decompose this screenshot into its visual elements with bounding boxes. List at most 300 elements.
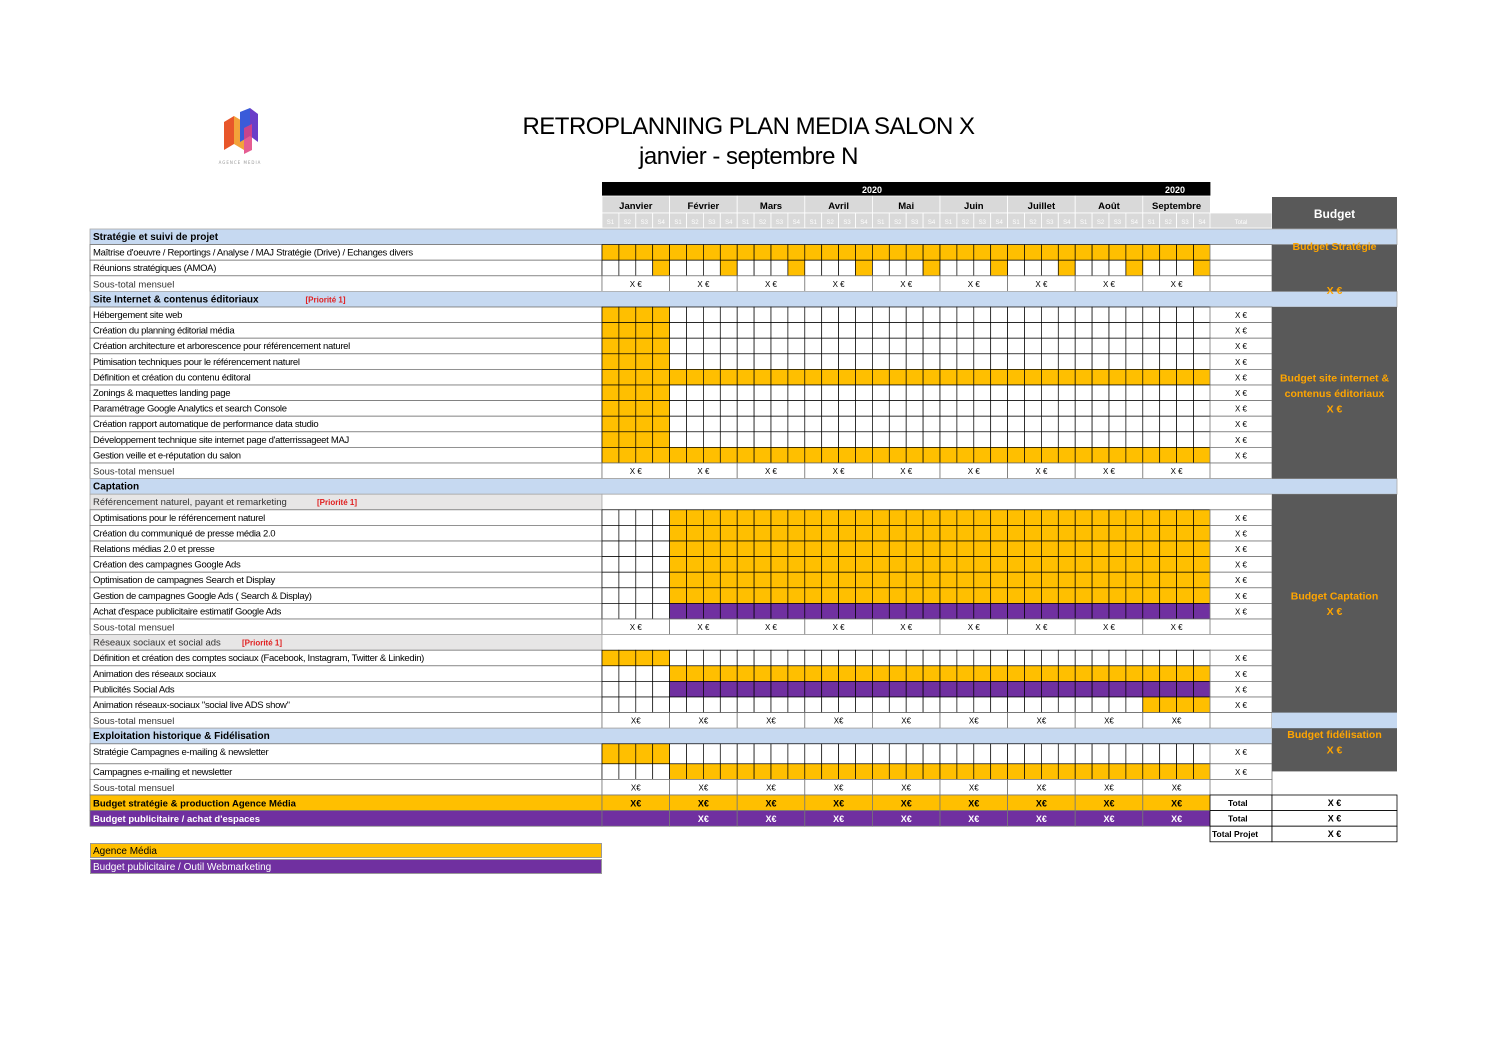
week-cell [805,338,822,354]
week-cell [906,666,923,682]
week-cell [754,764,771,780]
week-cell [670,432,687,448]
week-cell [940,447,957,463]
subtotal-value: X € [1035,279,1048,289]
title-text: RETROPLANNING PLAN MEDIA SALON X [522,113,975,140]
week-cell [1177,588,1194,604]
week-cell [974,681,991,697]
week-cell [1126,416,1143,432]
week-cell [670,447,687,463]
week-cell [1058,681,1075,697]
week-cell [636,447,653,463]
task-label: Optimisations pour le référencement naturel [93,512,265,524]
week-cell [602,764,619,780]
week-cell [1109,260,1126,276]
week-cell [1126,744,1143,764]
week-cell [839,572,856,588]
week-cell [1177,697,1194,713]
week-cell [1143,307,1160,323]
week-cell [805,603,822,619]
month-label: Mai [898,201,915,212]
week-cell [720,245,737,261]
week-cell [940,681,957,697]
week-cell [788,541,805,557]
week-cell [1109,744,1126,764]
week-cell [602,588,619,604]
week-cell [1058,432,1075,448]
week-cell [974,385,991,401]
week-cell [1177,432,1194,448]
week-cell [636,385,653,401]
week-cell [1109,354,1126,370]
week-cell [771,744,788,764]
subtotal-value: X € [967,467,980,476]
week-cell [737,588,754,604]
week-cell [940,323,957,339]
task-total-value: X € [1234,685,1248,695]
week-cell [805,447,822,463]
week-cell [1008,416,1025,432]
week-cell [872,572,889,588]
week-cell [1041,681,1058,697]
week-cell [1160,401,1177,417]
week-cell [737,260,754,276]
week-cell [1025,557,1042,573]
week-label: S1 [1147,220,1155,226]
week-cell [1160,603,1177,619]
week-cell [822,416,839,432]
week-cell [703,541,720,557]
week-cell [1092,603,1109,619]
week-cell [940,603,957,619]
week-cell [670,401,687,417]
week-cell [1194,572,1211,588]
week-cell [619,307,636,323]
budget-month-value: X€ [1103,798,1115,809]
week-cell [754,572,771,588]
week-cell [974,650,991,666]
week-cell [1075,744,1092,764]
week-cell [670,650,687,666]
budget-block-line: Budget Stratégie [1292,241,1377,253]
budget-month-value: X€ [630,798,642,809]
week-cell [703,432,720,448]
week-cell [1008,588,1025,604]
week-cell [974,557,991,573]
week-cell [822,369,839,385]
week-label: S4 [860,220,868,226]
week-cell [720,323,737,339]
week-cell [1075,541,1092,557]
week-cell [754,588,771,604]
week-cell [974,525,991,541]
week-cell [856,525,873,541]
week-cell [822,744,839,764]
subtotal-value: X € [764,623,778,632]
week-cell [991,307,1008,323]
week-cell [991,681,1008,697]
week-cell [687,697,704,713]
week-cell [1092,385,1109,401]
week-cell [703,510,720,526]
month-label: Juin [964,201,984,212]
budget-block-line: Budget site internet & [1279,372,1390,385]
week-cell [1025,572,1042,588]
week-cell [1008,572,1025,588]
week-cell [1177,338,1194,354]
week-cell [1075,416,1092,432]
task-total-value: X € [1234,326,1248,336]
week-cell [889,385,906,401]
week-cell [1092,338,1109,354]
week-cell [923,385,940,401]
week-cell [940,588,957,604]
week-cell [687,681,704,697]
week-cell [1092,666,1109,682]
week-cell [957,541,974,557]
task-label: Gestion veille et e-réputation du salon [93,450,241,462]
week-cell [771,245,788,261]
week-cell [940,666,957,682]
week-cell [805,354,822,370]
week-cell [1194,744,1211,764]
week-cell [1126,666,1143,682]
week-cell [822,588,839,604]
month-label: Août [1098,201,1120,212]
week-cell [1160,666,1177,682]
week-label: S1 [606,220,615,226]
budget-month-value: X€ [697,814,709,825]
week-cell [1143,697,1160,713]
week-label: S3 [640,220,648,226]
week-cell [1143,354,1160,370]
week-label: S4 [1130,220,1139,226]
week-cell [940,650,957,666]
week-cell [720,338,737,354]
week-cell [856,447,873,463]
week-cell [1109,401,1126,417]
task-total-value: X € [1234,357,1248,367]
week-cell [619,681,636,697]
week-cell [1092,697,1109,713]
week-cell [839,588,856,604]
week-cell [1058,354,1075,370]
week-cell [822,260,839,276]
week-cell [653,650,670,666]
week-cell [670,245,687,261]
week-cell [653,541,670,557]
week-cell [1177,681,1194,697]
week-cell [991,338,1008,354]
week-cell [1025,323,1042,339]
week-cell [636,354,653,370]
week-cell [1177,650,1194,666]
week-cell [1160,338,1177,354]
week-label: S1 [944,220,953,226]
week-cell [1143,681,1160,697]
week-cell [805,697,822,713]
week-cell [737,245,754,261]
week-cell [856,764,873,780]
task-label: Optimisation de campagnes Search et Display [93,575,275,587]
week-cell [737,744,754,764]
week-cell [1177,557,1194,573]
week-cell [889,260,906,276]
week-cell [1041,525,1058,541]
priority-label: [Priorité 1] [242,638,283,648]
week-cell [1025,697,1042,713]
week-cell [856,666,873,682]
week-cell [923,323,940,339]
week-label: S2 [1096,220,1105,226]
week-cell [957,245,974,261]
week-cell [1092,354,1109,370]
week-cell [974,510,991,526]
week-cell [1177,603,1194,619]
week-cell [856,307,873,323]
week-label: S1 [809,220,817,226]
week-cell [619,764,636,780]
week-cell [1075,432,1092,448]
section-label: Site Internet & contenus éditoriaux [93,294,259,306]
week-label: S1 [741,220,750,226]
week-cell [889,416,906,432]
week-cell [839,764,856,780]
week-cell [906,354,923,370]
week-cell [771,354,788,370]
week-cell [872,764,889,780]
week-cell [1058,588,1075,604]
week-cell [653,401,670,417]
week-cell [889,401,906,417]
week-cell [619,572,636,588]
week-cell [923,681,940,697]
week-cell [974,416,991,432]
subtotal-value: X€ [901,783,912,793]
week-cell [1008,697,1025,713]
week-cell [1109,338,1126,354]
week-cell [856,416,873,432]
week-cell [1075,650,1092,666]
week-cell [1041,603,1058,619]
task-total-value: X € [1234,607,1248,617]
week-cell [872,432,889,448]
week-cell [1092,323,1109,339]
week-cell [602,323,619,339]
week-cell [822,323,839,339]
section-label: Stratégie et suivi de projet [93,232,219,243]
week-cell [856,385,873,401]
week-cell [805,369,822,385]
week-cell [1143,338,1160,354]
week-cell [771,432,788,448]
task-label: Animation des réseaux sociaux [93,668,216,680]
subtotal-value: X € [1170,623,1183,632]
week-cell [1109,307,1126,323]
svg-text:AGENCE MEDIA: AGENCE MEDIA [218,160,262,165]
week-cell [957,744,974,764]
week-cell [602,603,619,619]
week-cell [1058,260,1075,276]
week-cell [1025,744,1042,764]
week-cell [1126,432,1143,448]
week-cell [771,557,788,573]
week-cell [1041,354,1058,370]
week-label: S2 [961,220,970,226]
week-cell [720,525,737,541]
task-label: Campagnes e-mailing et newsletter [93,766,233,778]
week-cell [1160,744,1177,764]
week-cell [923,588,940,604]
task-label: Développement technique site internet page d'atterrissageet MAJ [93,434,349,446]
week-cell [602,557,619,573]
week-cell [1160,323,1177,339]
week-cell [839,525,856,541]
subtotal-total-cell [1210,779,1272,795]
task-label: Création architecture et arborescence pour référencement naturel [93,341,350,353]
week-cell [1041,245,1058,261]
week-cell [839,603,856,619]
week-cell [1041,323,1058,339]
week-cell [670,541,687,557]
week-cell [1058,603,1075,619]
week-label: S3 [1181,220,1189,226]
week-cell [923,572,940,588]
week-cell [1041,510,1058,526]
week-cell [1058,323,1075,339]
week-cell [1041,307,1058,323]
week-cell [872,666,889,682]
week-cell [923,557,940,573]
week-cell [1041,338,1058,354]
week-cell [619,401,636,417]
week-cell [923,245,940,261]
budget-row-label: Budget stratégie & production Agence Média [93,798,296,810]
week-cell [805,245,822,261]
week-cell [653,432,670,448]
week-label: S2 [1164,220,1172,226]
week-cell [940,401,957,417]
week-cell [619,510,636,526]
budget-block-line: Budget Captation [1290,590,1379,603]
week-cell [703,401,720,417]
week-cell [687,764,704,780]
week-cell [703,557,720,573]
week-cell [923,666,940,682]
week-cell [822,338,839,354]
week-cell [872,401,889,417]
week-cell [687,541,704,557]
week-cell [822,401,839,417]
week-cell [788,744,805,764]
task-label: Création rapport automatique de performance data studio [93,419,319,431]
week-cell [872,354,889,370]
week-cell [1008,245,1025,261]
week-cell [1160,510,1177,526]
week-cell [991,603,1008,619]
subsection-grid [602,494,1272,510]
week-cell [957,354,974,370]
week-cell [1160,764,1177,780]
week-cell [720,744,737,764]
week-cell [1058,385,1075,401]
week-cell [636,369,653,385]
week-cell [703,323,720,339]
week-cell [1041,541,1058,557]
week-cell [991,432,1008,448]
week-cell [889,323,906,339]
week-cell [1109,369,1126,385]
week-cell [703,744,720,764]
week-cell [619,603,636,619]
week-cell [1109,650,1126,666]
week-cell [1143,666,1160,682]
week-cell [771,764,788,780]
week-cell [839,260,856,276]
week-cell [1058,447,1075,463]
week-cell [1041,764,1058,780]
week-cell [720,764,737,780]
week-label: S2 [758,220,767,226]
week-cell [822,432,839,448]
week-cell [872,588,889,604]
week-cell [856,401,873,417]
week-cell [1109,572,1126,588]
week-cell [720,369,737,385]
week-cell [889,588,906,604]
week-cell [957,525,974,541]
week-cell [602,744,619,764]
week-cell [1025,764,1042,780]
week-cell [1041,697,1058,713]
budget-month-value: X€ [833,798,845,809]
week-cell [670,666,687,682]
week-cell [1194,603,1211,619]
week-cell [872,416,889,432]
week-cell [754,432,771,448]
week-cell [754,697,771,713]
week-cell [889,447,906,463]
week-cell [1075,447,1092,463]
week-cell [889,541,906,557]
legend-agence-label: Agence Média [93,846,157,857]
week-cell [619,557,636,573]
week-cell [720,557,737,573]
week-cell [771,323,788,339]
subtotal-value: X€ [833,783,844,793]
task-label: Zonings & maquettes landing page [93,388,231,399]
week-cell [872,323,889,339]
week-cell [1126,588,1143,604]
week-cell [720,681,737,697]
week-cell [771,603,788,619]
budget-month-value: X€ [968,814,980,825]
week-cell [957,401,974,417]
week-cell [619,354,636,370]
week-cell [856,557,873,573]
week-cell [1041,666,1058,682]
week-cell [602,510,619,526]
week-cell [1008,681,1025,697]
week-cell [805,572,822,588]
week-cell [957,666,974,682]
week-cell [940,432,957,448]
week-cell [1041,588,1058,604]
week-cell [839,369,856,385]
week-cell [1092,744,1109,764]
week-cell [653,681,670,697]
week-cell [1126,510,1143,526]
